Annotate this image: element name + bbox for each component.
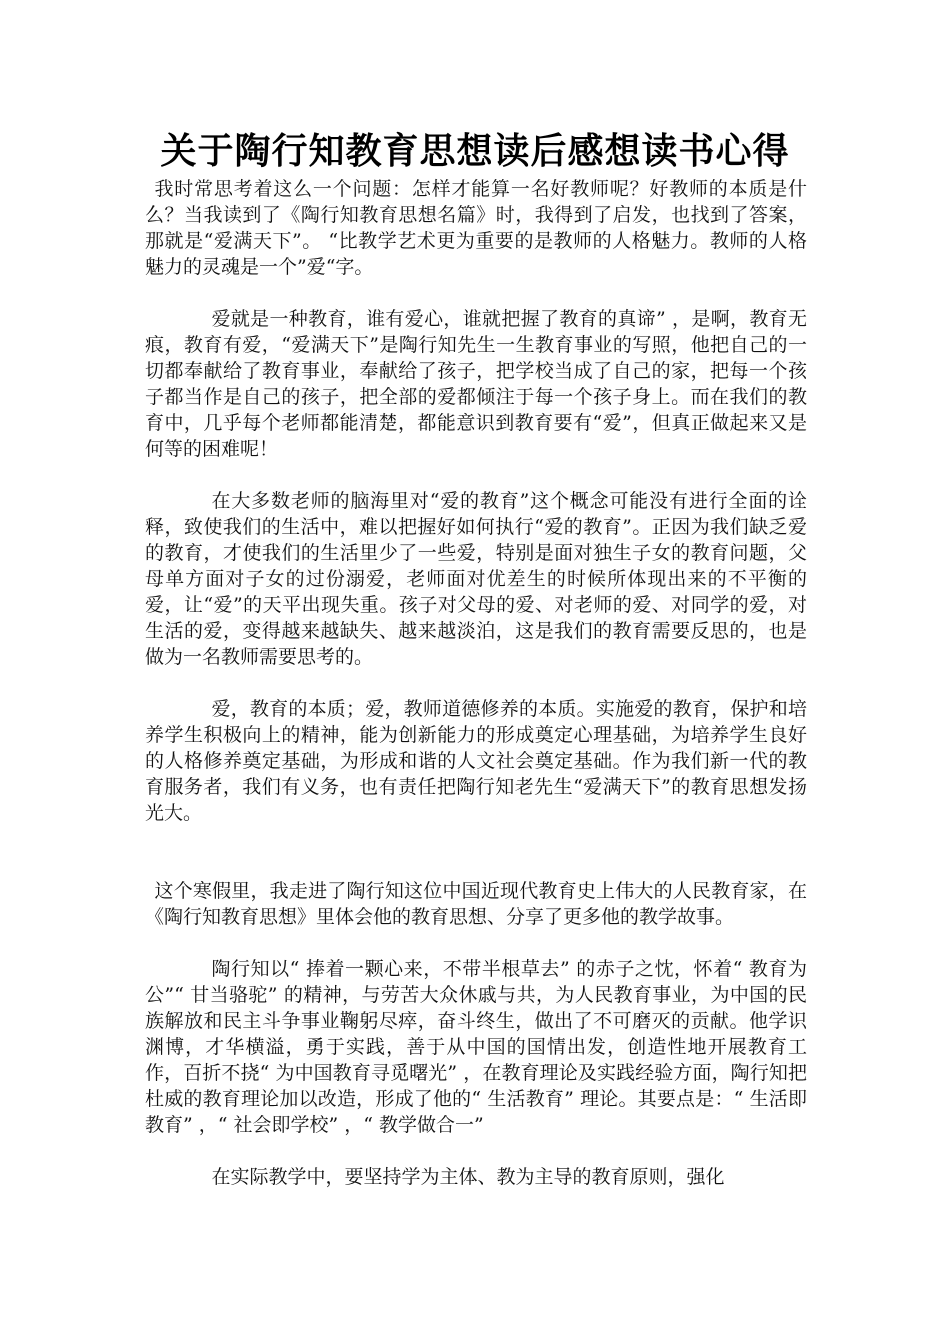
document-title: 关于陶行知教育思想读后感想读书心得 (160, 131, 790, 172)
paragraph-7: 在实际教学中，要坚持学为主体、教为主导的教育原则，强化 (211, 1166, 725, 1188)
paragraph-gap (145, 462, 807, 488)
paragraph-5: 这个寒假里，我走进了陶行知这位中国近现代教育史上伟大的人民教育家，在《陶行知教育思想》里体会他的教育思想、分享了更多他的教学故事。 (145, 880, 807, 928)
paragraph-3: 在大多数老师的脑海里对“爱的教育”这个概念可能没有进行全面的诠释，致使我们的生活中，难以把握好如何执行“爱的教育”。正因为我们缺乏爱的教育，才使我们的生活里少了一些爱，特别是面对独生子女的教育问题，父母单方面对子女的过份溺爱，老师面对优差生的时候所体现出来的不平衡的爱，让“爱”的天平出现失重。孩子对父母的爱、对老师的爱、对同学的爱，对生活的爱，变得越来越缺失、越来越淡泊，这是我们的教育需要反思的，也是做为一名教师需要思考的。 (145, 490, 807, 668)
paragraph-gap (145, 670, 807, 696)
paragraph-2: 爱就是一种教育，谁有爱心，谁就把握了教育的真谛” ，是啊，教育无痕，教育有爱，“爱满天下”是陶行知先生一生教育事业的写照，他把自己的一切都奉献给了教育事业，奉献给了孩子，把学校当成了自己的家，把每一个孩子都当作是自己的孩子，把全部的爱都倾注于每一个孩子身上。而在我们的教育中，几乎每个老师都能清楚，都能意识到教育要有“爱”，但真正做起来又是何等的困难呢！ (145, 308, 807, 460)
paragraph-1: 我时常思考着这么一个问题：怎样才能算一名好教师呢？好教师的本质是什么？当我读到了《陶行知教育思想名篇》时，我得到了启发，也找到了答案，那就是“爱满天下”。 “比教学艺术更为重要的是教师的人格魅力。教师的人格魅力的灵魂是一个”爱“字。 (145, 178, 807, 278)
paragraph-6: 陶行知以“ 捧着一颗心来，不带半根草去” 的赤子之忱，怀着“ 教育为公”“ 甘当骆驼” 的精神，与劳苦大众休戚与共，为人民教育事业，为中国的民族解放和民主斗争事业鞠躬尽瘁，奋斗终生，做出了不可磨灭的贡献。他学识渊博，才华横溢，勇于实践，善于从中国的国情出发，创造性地开展教育工作，百折不挠“ 为中国教育寻觅曙光” ，在教育理论及实践经验方面，陶行知把杜威的教育理论加以改造，形成了他的“ 生活教育” 理论。其要点是：“ 生活即教育” ，“ 社会即学校” ，“ 教学做合一” (145, 958, 807, 1136)
paragraph-gap (145, 280, 807, 306)
document-body (145, 176, 807, 1190)
paragraph-4: 爱，教育的本质；爱，教师道德修养的本质。实施爱的教育，保护和培养学生积极向上的精神，能为创新能力的形成奠定心理基础，为培养学生良好的人格修养奠定基础，为形成和谐的人文社会奠定基础。作为我们新一代的教育服务者，我们有义务，也有责任把陶行知老先生“爱满天下”的教育思想发扬光大。 (145, 698, 807, 824)
paragraph-gap (145, 930, 807, 956)
paragraph-gap (145, 1138, 807, 1164)
paragraph-gap (145, 826, 807, 878)
